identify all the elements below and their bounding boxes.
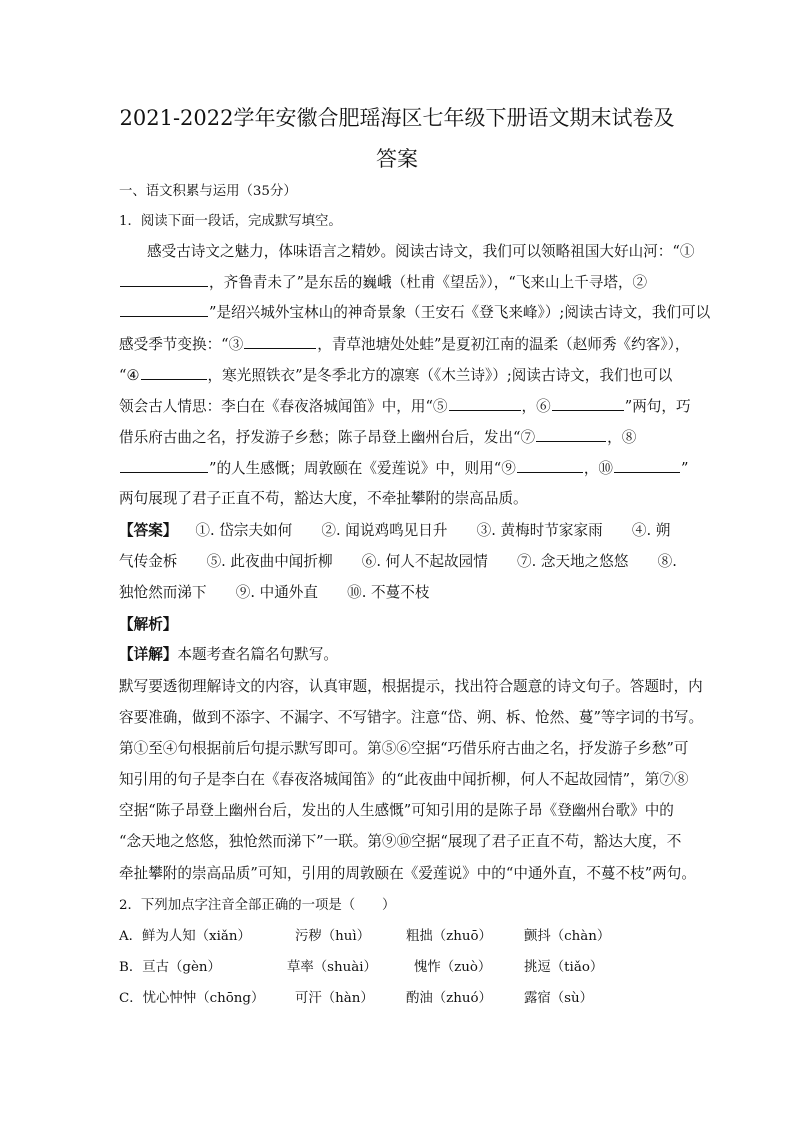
option-a-item-4: 颤抖（chàn） — [524, 929, 611, 944]
explanation-line-5: 空据“陈子昂登上幽州台后，发出的人生感慨”可知引用的是陈子昂《登幽州台歌》中的 — [119, 802, 674, 819]
passage-text: ，寒光照铁衣”是冬季北方的凛寒（《木兰诗》）;阅读古诗文，我们也可以 — [207, 367, 673, 384]
passage-line-8 — [119, 458, 688, 479]
option-b-item-4: 挑逗（tiǎo） — [524, 960, 604, 975]
fill-blank-6 — [552, 396, 624, 411]
option-a-item-2: 污秽（huì） — [295, 929, 371, 944]
passage-text: ”是绍兴城外宝林山的神奇景象（王安石《登飞来峰》）;阅读古诗文，我们可以 — [209, 304, 711, 321]
explanation-line-2: 容要准确，做到不添字、不漏字、不写错字。注意“岱、朔、柝、怆然、蔓”等字词的书写。 — [119, 709, 704, 726]
option-b-label: B．亘古（gèn） — [119, 960, 221, 975]
answer-text: ①. 岱宗夫如何 ②. 闻说鸡鸣见日升 ③. 黄梅时节家家雨 ④. 朔 — [195, 522, 671, 539]
passage-line-2 — [119, 272, 647, 293]
passage-text: ”的人生感慨；周敦颐在《爱莲说》中，则用“⑨ — [209, 460, 516, 477]
passage-line-1: 感受古诗文之魅力，体味语言之精妙。阅读古诗文，我们可以领略祖国大好山河：“① — [147, 243, 695, 260]
passage-text: ，青草池塘处处蛙”是夏初江南的温柔（赵师秀《约客》）， — [317, 336, 690, 353]
option-c-item-4: 露宿（sù） — [524, 991, 594, 1006]
document-title-line1: 2021-2022学年安徽合肥瑶海区七年级下册语文期末试卷及 — [119, 106, 675, 130]
passage-text: ，⑥ — [521, 398, 551, 415]
analysis-label: 【解析】 — [119, 616, 178, 633]
explanation-line-1: 默写要透彻理解诗文的内容，认真审题，根据提示，找出符合题意的诗文句子。答题时，内 — [119, 678, 703, 695]
fill-blank-7 — [536, 427, 606, 442]
fill-blank-9 — [517, 458, 583, 473]
detail-text: 本题考查名篇名句默写。 — [177, 646, 338, 663]
passage-text: 感受季节变换：“③ — [119, 336, 244, 353]
passage-line-7 — [119, 427, 636, 448]
passage-line-9: 两句展现了君子正直不苟，豁达大度，不牵扯攀附的崇高品质。 — [119, 490, 528, 507]
passage-text: ，⑩ — [583, 460, 614, 477]
explanation-line-3: 第①至④句根据前后句提示默写即可。第⑤⑥空据“巧借乐府古曲之名，抒发游子乡愁”可 — [119, 740, 689, 757]
detail-label: 【详解】 — [119, 646, 178, 663]
passage-text: ，⑧ — [607, 429, 637, 446]
section-heading: 一、语文积累与运用（35分） — [119, 184, 297, 199]
fill-blank-3 — [244, 334, 316, 349]
answer-label: 【答案】 — [119, 522, 178, 539]
explanation-line-7: 牵扯攀附的崇高品质”可知，引用的周敦颐在《爱莲说》中的“中通外直，不蔓不枝”两句。 — [119, 865, 696, 882]
passage-line-4 — [119, 334, 690, 355]
answer-line-1 — [119, 521, 670, 541]
detail-line — [119, 645, 338, 665]
fill-blank-2 — [120, 302, 208, 317]
option-c-item-3: 酌油（zhuó） — [406, 991, 492, 1006]
passage-text: “④ — [119, 367, 140, 384]
passage-text: 领会古人情思：李白在《春夜洛城闻笛》中，用“⑤ — [119, 398, 448, 415]
explanation-line-4: 知引用的句子是李白在《春夜洛城闻笛》的“此夜曲中闻折柳，何人不起故园情”，第⑦⑧ — [119, 771, 689, 788]
fill-blank-8 — [120, 458, 208, 473]
question-1-stem: 1．阅读下面一段话，完成默写填空。 — [119, 214, 342, 229]
option-c-item-2: 可汗（hàn） — [295, 991, 374, 1006]
fill-blank-5 — [449, 396, 521, 411]
fill-blank-4 — [141, 365, 207, 380]
document-title-line2: 答案 — [376, 147, 418, 171]
answer-line-2: 气传金柝 ⑤. 此夜曲中闻折柳 ⑥. 何人不起故园情 ⑦. 念天地之悠悠 ⑧. — [119, 553, 677, 570]
explanation-line-6: “念天地之悠悠，独怆然而涕下”一联。第⑨⑩空据“展现了君子正直不苟，豁达大度，不 — [119, 833, 682, 850]
passage-line-6 — [119, 396, 691, 417]
option-b-item-2: 草率（shuài） — [287, 960, 377, 975]
question-2-stem: 2．下列加点字注音全部正确的一项是（ ） — [119, 898, 396, 913]
fill-blank-10 — [614, 458, 680, 473]
option-a-item-3: 粗拙（zhuō） — [406, 929, 492, 944]
option-a-label: A．鲜为人知（xiǎn） — [119, 929, 251, 944]
passage-text: ”两句，巧 — [624, 398, 691, 415]
passage-line-3 — [119, 302, 710, 323]
fill-blank-1 — [120, 272, 208, 287]
passage-line-5 — [119, 365, 672, 386]
option-c-label: C．忧心忡忡（chōng） — [119, 991, 265, 1006]
passage-text: 借乐府古曲之名，抒发游子乡愁；陈子昂登上幽州台后，发出“⑦ — [119, 429, 536, 446]
answer-line-3: 独怆然而涕下 ⑨. 中通外直 ⑩. 不蔓不枝 — [119, 584, 430, 601]
option-b-item-3: 愧怍（zuò） — [414, 960, 492, 975]
passage-text: ，齐鲁青未了”是东岳的巍峨（杜甫《望岳》），“飞来山上千寻塔，② — [209, 274, 648, 291]
passage-text: ” — [681, 460, 689, 477]
